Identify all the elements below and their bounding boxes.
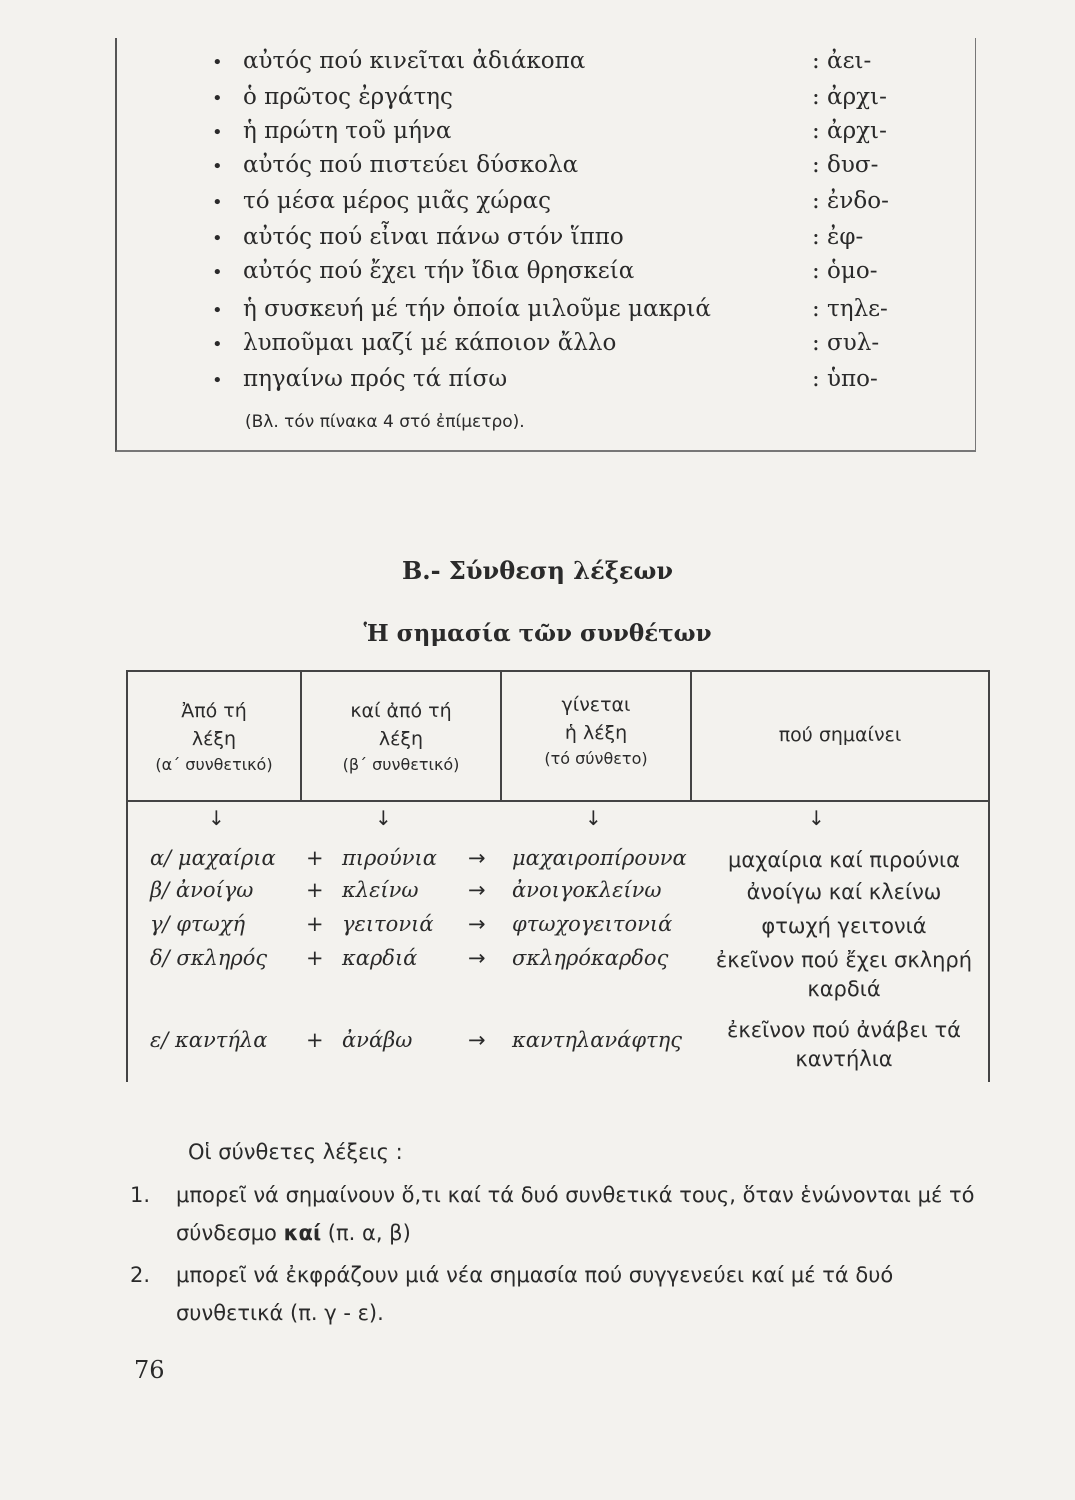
compound-word: καντηλανάφτης xyxy=(512,1028,683,1052)
rules-intro: Οἱ σύνθετες λέξεις : xyxy=(188,1140,403,1164)
exercise-prefix: : ἐφ- xyxy=(812,224,864,250)
header-line: καί ἀπό τή xyxy=(350,700,452,722)
down-arrow-icon: ↓ xyxy=(208,806,225,830)
rule-text-main: μπορεῖ νά σημαίνουν ὅ,τι καί τά δυό συνθετικά τους, ὅταν ἑνώνονται μέ τό σύνδεσμο xyxy=(176,1183,975,1245)
meaning: ἀνοίγω καί κλείνω xyxy=(746,880,942,904)
exercise-phrase: αὐτός πού πιστεύει δύσκολα xyxy=(243,152,579,178)
rule-text-tail: (π. α, β) xyxy=(321,1221,411,1245)
header-line: Ἀπό τή xyxy=(181,700,247,722)
exercise-prefix: : ὑπο- xyxy=(812,366,878,392)
header-line: πού σημαίνει xyxy=(778,724,902,746)
meaning: ἐκεῖνον πού ἀνάβει τά καντήλια xyxy=(727,1018,961,1072)
bullet: • xyxy=(212,156,223,177)
exercise-prefix: : ἀει- xyxy=(812,48,872,74)
rule-text xyxy=(176,1256,986,1332)
first-component: γ/ φτωχή xyxy=(150,912,246,936)
exercise-prefix: : τηλε- xyxy=(812,296,888,322)
second-component: κλείνω xyxy=(342,878,419,902)
plus-sign: + xyxy=(306,846,324,870)
first-component: δ/ σκληρός xyxy=(150,946,268,970)
right-arrow-icon: → xyxy=(468,846,486,870)
bullet: • xyxy=(212,122,223,143)
exercise-prefix: : ἀρχι- xyxy=(812,118,887,144)
exercise-row xyxy=(0,330,1075,370)
rule-number: 2. xyxy=(130,1263,151,1287)
bullet: • xyxy=(212,262,223,283)
exercise-phrase: ἡ συσκευή μέ τήν ὁποία μιλοῦμε μακριά xyxy=(243,296,711,322)
right-arrow-icon: → xyxy=(468,878,486,902)
header-line: γίνεται xyxy=(561,694,631,716)
exercise-prefix: : δυσ- xyxy=(812,152,879,178)
bullet: • xyxy=(212,88,223,109)
header-line: λέξη xyxy=(378,727,424,750)
first-component: β/ ἀνοίγω xyxy=(150,878,254,902)
exercise-prefix: : συλ- xyxy=(812,330,880,356)
exercise-row xyxy=(0,48,1075,88)
exercise-note: (Βλ. τόν πίνακα 4 στό ἐπίμετρο). xyxy=(245,412,525,432)
exercise-row xyxy=(0,188,1075,228)
plus-sign: + xyxy=(306,878,324,902)
exercise-row xyxy=(0,152,1075,192)
header-line: (β΄ συνθετικό) xyxy=(342,755,460,775)
second-component: ἀνάβω xyxy=(342,1028,413,1052)
bullet: • xyxy=(212,334,223,355)
header-line: λέξη xyxy=(191,727,237,750)
first-component: ε/ καντήλα xyxy=(150,1028,268,1052)
header-line: ἡ λέξη xyxy=(564,721,628,744)
exercise-prefix: : ὁμο- xyxy=(812,258,878,284)
exercise-phrase: πηγαίνω πρός τά πίσω xyxy=(243,366,508,392)
exercise-phrase: αὐτός πού κινεῖται ἀδιάκοπα xyxy=(243,48,586,74)
section-title: Β.- Σύνθεση λέξεων xyxy=(401,556,674,585)
bullet: • xyxy=(212,228,223,249)
exercise-phrase: τό μέσα μέρος μιᾶς χώρας xyxy=(243,188,552,214)
header-line: (τό σύνθετο) xyxy=(544,749,648,769)
plus-sign: + xyxy=(306,946,324,970)
second-component: γειτονιά xyxy=(342,912,434,936)
right-arrow-icon: → xyxy=(468,946,486,970)
compound-word: ἀνοιγοκλείνω xyxy=(512,878,662,902)
exercise-phrase: ἡ πρώτη τοῦ μήνα xyxy=(243,118,452,144)
bullet: • xyxy=(212,300,223,321)
header-compound xyxy=(502,692,690,770)
bullet: • xyxy=(212,192,223,213)
bullet: • xyxy=(212,52,223,73)
exercise-prefix: : ἐνδο- xyxy=(812,188,889,214)
rule-number: 1. xyxy=(130,1183,151,1207)
header-second-component xyxy=(302,698,500,776)
rule-text xyxy=(176,1176,986,1252)
bullet: • xyxy=(212,370,223,391)
exercise-phrase: αὐτός πού εἶναι πάνω στόν ἵππο xyxy=(243,224,624,250)
exercise-row xyxy=(0,258,1075,298)
down-arrow-icon: ↓ xyxy=(808,806,825,830)
down-arrow-icon: ↓ xyxy=(375,806,392,830)
header-meaning xyxy=(692,722,988,750)
page-number: 76 xyxy=(134,1356,165,1384)
exercise-prefix: : ἀρχι- xyxy=(812,84,887,110)
first-component: α/ μαχαίρια xyxy=(150,846,276,870)
compound-word: φτωχογειτονιά xyxy=(512,912,673,936)
header-line: (α΄ συνθετικό) xyxy=(155,755,273,775)
right-arrow-icon: → xyxy=(468,912,486,936)
section-subtitle: Ἡ σημασία τῶν συνθέτων xyxy=(363,620,712,647)
rule-text-main: μπορεῖ νά ἐκφράζουν μιά νέα σημασία πού συγγενεύει καί μέ τά δυό συνθετικά (π. γ - ε). xyxy=(176,1263,894,1325)
table-header-divider xyxy=(126,800,990,802)
rule-text-bold: καί xyxy=(283,1221,322,1245)
compound-word: μαχαιροπίρουνα xyxy=(512,846,687,870)
plus-sign: + xyxy=(306,912,324,936)
second-component: καρδιά xyxy=(342,946,418,970)
plus-sign: + xyxy=(306,1028,324,1052)
header-first-component xyxy=(128,698,300,776)
second-component: πιρούνια xyxy=(342,846,437,870)
meaning: μαχαίρια καί πιρούνια xyxy=(728,848,960,872)
meaning: φτωχή γειτονιά xyxy=(761,914,927,938)
down-arrow-icon: ↓ xyxy=(585,806,602,830)
exercise-row xyxy=(0,366,1075,406)
exercise-phrase: λυποῦμαι μαζί μέ κάποιον ἄλλο xyxy=(243,330,617,356)
exercise-phrase: αὐτός πού ἔχει τήν ἴδια θρησκεία xyxy=(243,258,635,284)
right-arrow-icon: → xyxy=(468,1028,486,1052)
meaning: ἐκεῖνον πού ἔχει σκληρή καρδιά xyxy=(715,948,973,1002)
exercise-phrase: ὁ πρῶτος ἐργάτης xyxy=(243,84,453,110)
compound-word: σκληρόκαρδος xyxy=(512,946,669,970)
